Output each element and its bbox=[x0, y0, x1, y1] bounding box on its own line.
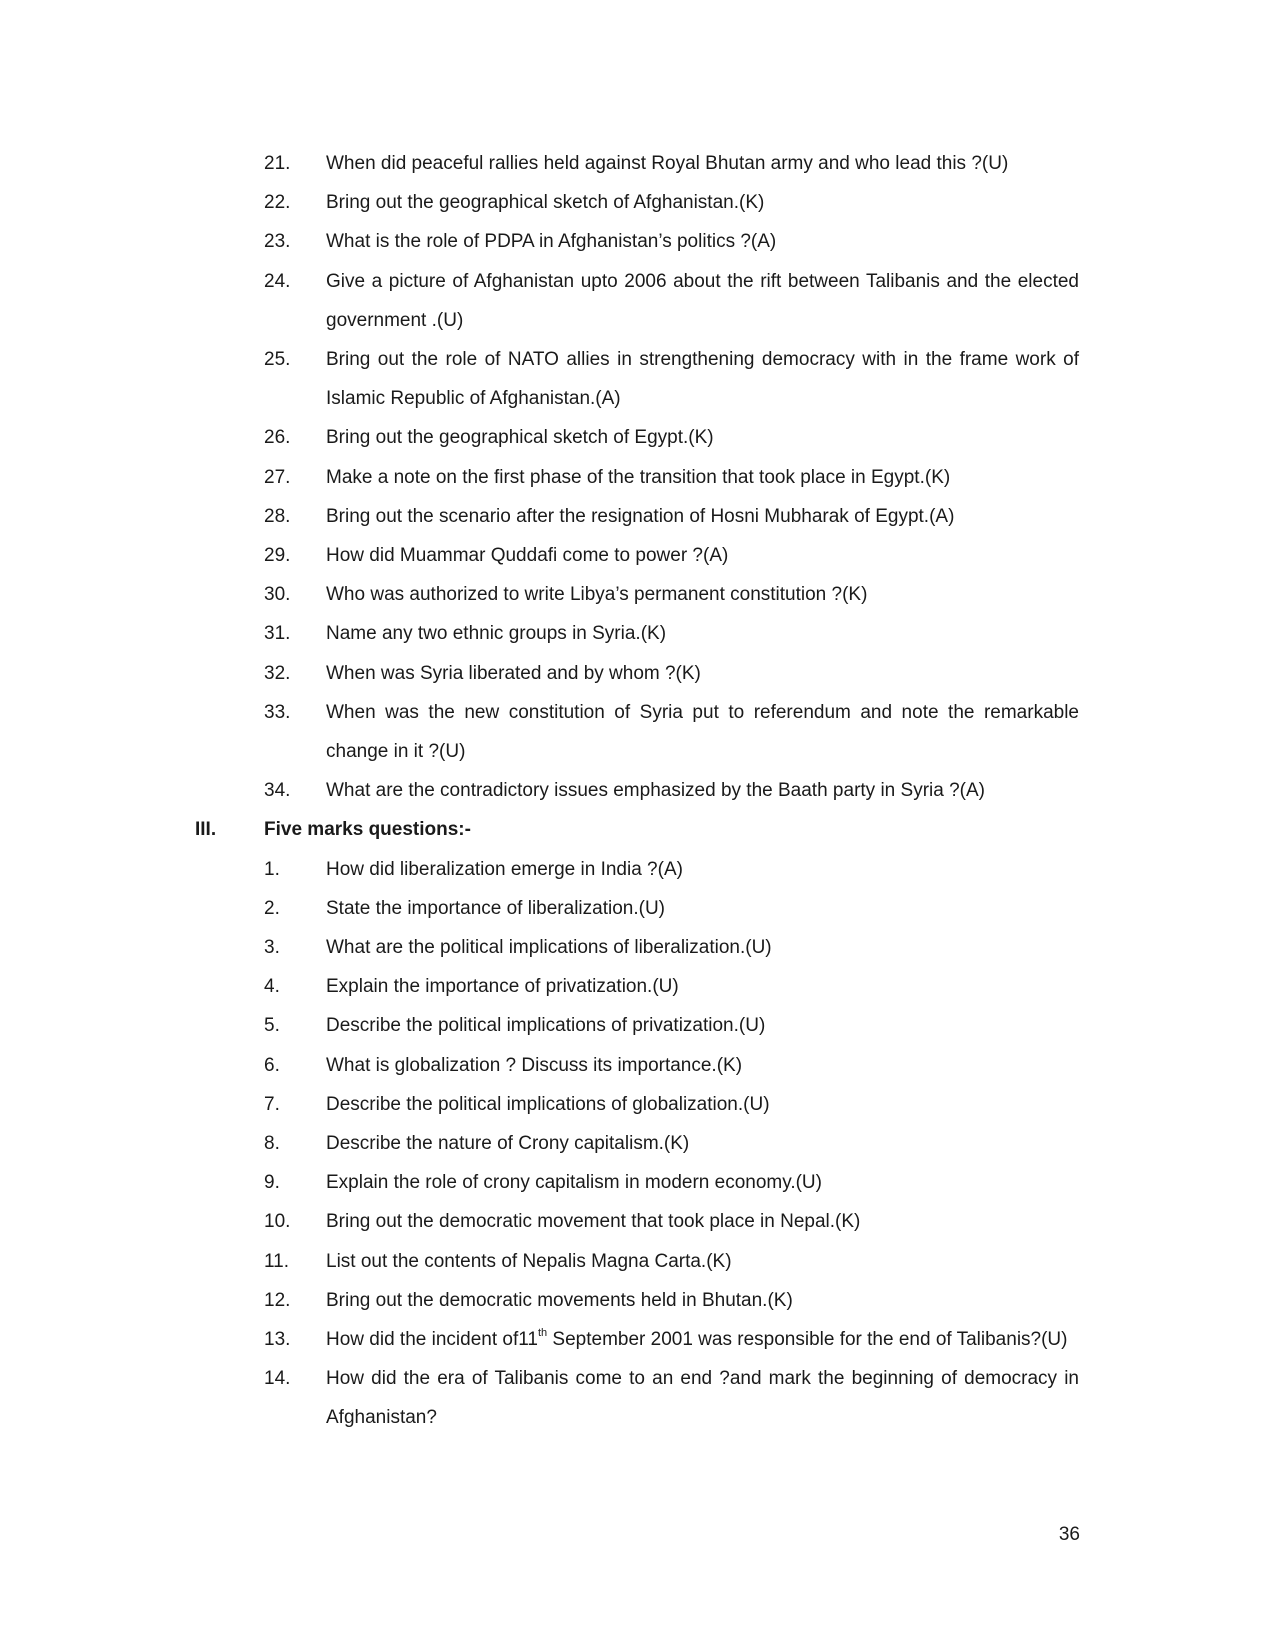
question-text: Describe the political implications of globalization.(U) bbox=[326, 1093, 770, 1115]
question-item bbox=[0, 575, 1079, 614]
question-number: 31. bbox=[264, 623, 291, 645]
question-number: 8. bbox=[264, 1133, 280, 1155]
question-item bbox=[0, 1085, 1079, 1124]
question-number: 23. bbox=[264, 231, 291, 253]
question-number: 30. bbox=[264, 584, 291, 606]
question-number: 34. bbox=[264, 780, 291, 802]
question-text: What is globalization ? Discuss its importance.(K) bbox=[326, 1054, 743, 1076]
question-text: When was the new constitution of Syria put to referendum and note the remarkable change in it ?(U) bbox=[326, 701, 1079, 763]
question-item bbox=[0, 850, 1079, 889]
question-number: 24. bbox=[264, 270, 291, 292]
question-text-start: How did the incident of11 bbox=[326, 1329, 538, 1351]
question-item bbox=[0, 262, 1079, 340]
question-text: Bring out the geographical sketch of Egypt.(K) bbox=[326, 427, 714, 449]
question-item bbox=[0, 418, 1079, 457]
question-text: Describe the nature of Crony capitalism.(K) bbox=[326, 1133, 690, 1155]
question-text: When was Syria liberated and by whom ?(K) bbox=[326, 662, 701, 684]
question-text: What are the political implications of liberalization.(U) bbox=[326, 937, 772, 959]
question-number: 7. bbox=[264, 1093, 280, 1115]
question-item bbox=[0, 1046, 1079, 1085]
ordinal-suffix: th bbox=[537, 1326, 548, 1339]
question-item bbox=[0, 1320, 1079, 1359]
question-item bbox=[0, 536, 1079, 575]
question-text: Bring out the scenario after the resignation of Hosni Mubharak of Egypt.(A) bbox=[326, 505, 955, 527]
question-number: 13. bbox=[264, 1329, 291, 1351]
question-item bbox=[0, 967, 1079, 1006]
question-number: 4. bbox=[264, 976, 280, 998]
question-text: Name any two ethnic groups in Syria.(K) bbox=[326, 623, 667, 645]
question-text: Explain the role of crony capitalism in modern economy.(U) bbox=[326, 1172, 822, 1194]
question-number: 21. bbox=[264, 153, 291, 174]
question-item bbox=[0, 497, 1079, 536]
question-text: Who was authorized to write Libya’s permanent constitution ?(K) bbox=[326, 584, 868, 606]
question-number: 32. bbox=[264, 662, 291, 684]
question-number: 2. bbox=[264, 897, 280, 919]
question-number: 11. bbox=[264, 1250, 290, 1272]
question-item bbox=[0, 1202, 1079, 1241]
question-text: What is the role of PDPA in Afghanistan’s politics ?(A) bbox=[326, 231, 777, 253]
question-text: Explain the importance of privatization.(U) bbox=[326, 976, 679, 998]
question-text bbox=[326, 1320, 1079, 1359]
question-text: How did Muammar Quddafi come to power ?(A) bbox=[326, 545, 729, 567]
question-number: 26. bbox=[264, 427, 291, 449]
question-text: How did liberalization emerge in India ?(A) bbox=[326, 858, 683, 880]
question-number: 6. bbox=[264, 1054, 280, 1076]
question-text: List out the contents of Nepalis Magna Carta.(K) bbox=[326, 1250, 732, 1272]
question-item bbox=[0, 1006, 1079, 1045]
question-item bbox=[0, 1359, 1079, 1437]
question-text: Describe the political implications of privatization.(U) bbox=[326, 1015, 766, 1037]
section-title: Five marks questions:- bbox=[264, 819, 471, 841]
question-number: 9. bbox=[264, 1172, 280, 1194]
question-number: 25. bbox=[264, 349, 291, 371]
question-item bbox=[0, 771, 1079, 810]
question-item bbox=[0, 614, 1079, 653]
question-number: 28. bbox=[264, 505, 291, 527]
question-item bbox=[0, 340, 1079, 418]
question-number: 27. bbox=[264, 466, 291, 488]
question-item bbox=[0, 1242, 1079, 1281]
question-text: What are the contradictory issues emphasized by the Baath party in Syria ?(A) bbox=[326, 780, 985, 802]
question-text: Bring out the democratic movements held in Bhutan.(K) bbox=[326, 1289, 793, 1311]
question-number: 10. bbox=[264, 1211, 291, 1233]
question-text: How did the era of Talibanis come to an end ?and mark the beginning of democracy in Afghanistan? bbox=[326, 1368, 1079, 1429]
question-number: 22. bbox=[264, 192, 291, 214]
question-item bbox=[0, 693, 1079, 771]
question-number: 33. bbox=[264, 701, 291, 723]
question-item bbox=[0, 144, 1079, 183]
question-number: 29. bbox=[264, 545, 291, 567]
question-text: Bring out the role of NATO allies in strengthening democracy with in the frame work of Islamic Republic of Afghanistan.(A) bbox=[326, 349, 1079, 410]
question-item bbox=[0, 1281, 1079, 1320]
question-item bbox=[0, 889, 1079, 928]
question-text: Give a picture of Afghanistan upto 2006 about the rift between Talibanis and the elected government .(U) bbox=[326, 270, 1079, 331]
section-heading bbox=[0, 810, 1275, 849]
question-item bbox=[0, 654, 1079, 693]
question-text-end: September 2001 was responsible for the end of Talibanis?(U) bbox=[547, 1329, 1068, 1351]
question-item bbox=[0, 928, 1079, 967]
question-item bbox=[0, 222, 1079, 261]
question-number: 3. bbox=[264, 937, 280, 959]
question-text: Bring out the democratic movement that took place in Nepal.(K) bbox=[326, 1211, 861, 1233]
question-item bbox=[0, 1124, 1079, 1163]
question-number: 12. bbox=[264, 1289, 291, 1311]
question-number: 14. bbox=[264, 1368, 291, 1390]
question-text: Make a note on the first phase of the transition that took place in Egypt.(K) bbox=[326, 466, 951, 488]
section-numeral: III. bbox=[195, 819, 217, 841]
question-list bbox=[0, 144, 1275, 1438]
page-number: 36 bbox=[1058, 1524, 1080, 1545]
question-item bbox=[0, 183, 1079, 222]
question-number: 5. bbox=[264, 1015, 280, 1037]
question-number: 1. bbox=[264, 858, 280, 880]
question-item bbox=[0, 1163, 1079, 1202]
question-text: State the importance of liberalization.(U) bbox=[326, 897, 665, 919]
question-item bbox=[0, 458, 1079, 497]
question-text: When did peaceful rallies held against Royal Bhutan army and who lead this ?(U) bbox=[326, 153, 1009, 174]
question-text: Bring out the geographical sketch of Afghanistan.(K) bbox=[326, 192, 765, 214]
